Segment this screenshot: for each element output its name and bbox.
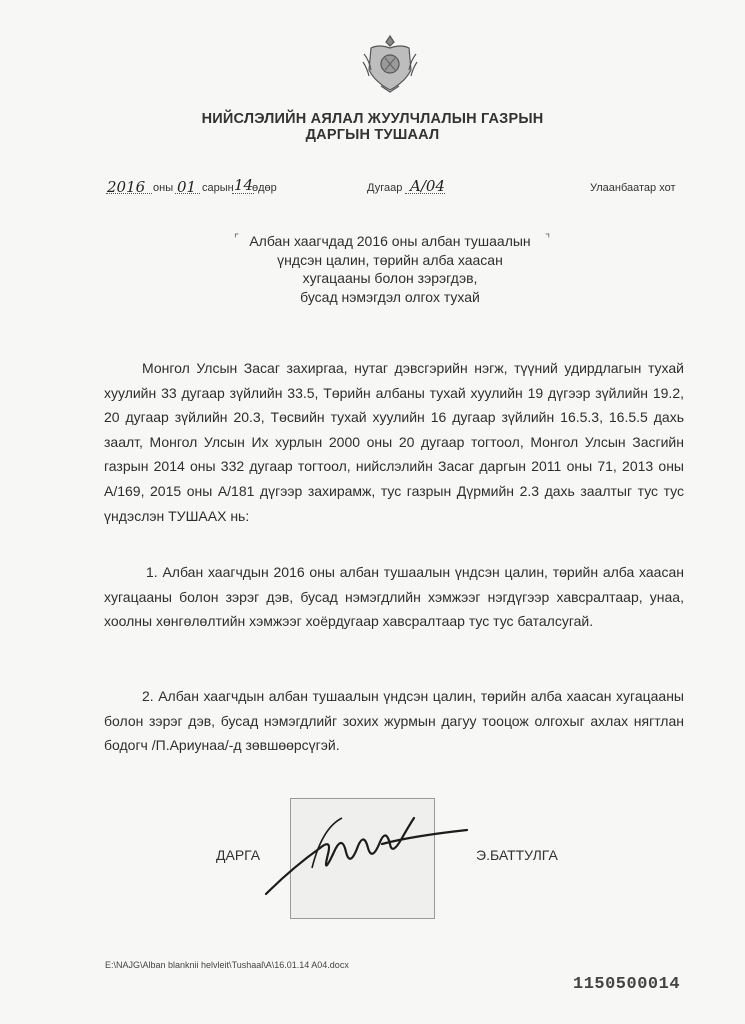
state-emblem-icon — [361, 34, 419, 94]
file-path: E:\NAJG\Alban blanknii helvleit\Tushaal\A\16.01.14 A04.docx — [105, 960, 349, 970]
order-item-1 — [104, 560, 684, 634]
date-month-suffix: сарын — [202, 182, 234, 194]
date-month: 01 — [177, 178, 197, 196]
subject-corner-right: ⌝ — [545, 233, 551, 245]
preamble-text: Монгол Улсын Засаг захиргаа, нутаг дэвсгэрийн нэгж, түүний удирдлагын тухай хуулийн 33 дугаар зүйлийн 33.5, Төрийн албаны тухай хуулийн 19 дүгээр зүйлийн 19.2, 20 дугаар зүйлийн 20.3, Төсвийн тухай хуулийн 16 дугаар зүйлийн 16.5.3, 16.5.5 дахь заалт, Монгол Улсын Их хурлын 2000 оны 20 дугаар тогтоол, Монгол Улсын Засгийн газрын 2014 оны 332 дугаар тогтоол, нийслэлийн Засаг даргын 2011 оны 71, 2013 оны А/169, 2015 оны А/181 дүгээр захирамж, тус газрын Дүрмийн 2.3 дахь заалтыг тус тус үндэслэн ТУШААХ нь: — [104, 360, 684, 524]
signatory-title: ДАРГА — [216, 847, 261, 863]
signatory-name: Э.БАТТУЛГА — [476, 847, 558, 863]
order-item-2-text: 2. Албан хаагчдын албан тушаалын үндсэн цалин, төрийн алба хаасан хугацааны болон зэрэг дэв, бусад нэмэгдлийг зохих журмын дагуу тооцож олгохыг ахлах нягтлан бодогч /П.Ариунаа/-д зөвшөөрсүгэй. — [104, 688, 684, 754]
subject-line: бусад нэмэгдэл олгох тухай — [300, 288, 480, 305]
subject-line: Албан хаагчдад 2016 оны албан тушаалын — [249, 233, 531, 249]
serial-number: 1150500014 — [573, 975, 681, 994]
date-day: 14 — [234, 176, 254, 194]
document-type-title: ДАРГЫН ТУШААЛ — [305, 127, 440, 143]
org-title: НИЙСЛЭЛИЙН АЯЛАЛ ЖУУЛЧЛАЛЫН ГАЗРЫН — [201, 111, 544, 127]
subject-line: үндсэн цалин, төрийн алба хаасан — [277, 251, 503, 268]
document-number: A/04 — [410, 177, 445, 195]
date-year: 2016 — [107, 178, 146, 196]
subject-block — [240, 232, 540, 306]
city-label: Улаанбаатар хот — [590, 182, 676, 194]
date-day-suffix: өдөр — [252, 182, 277, 194]
subject-corner-left: ⌜ — [234, 233, 240, 245]
subject-line: хугацааны болон зэрэгдэв, — [302, 270, 478, 286]
date-year-suffix: оны — [153, 182, 174, 194]
handwritten-signature — [262, 808, 472, 898]
order-item-1-text: 1. Албан хаагчдын 2016 оны албан тушаалын үндсэн цалин, төрийн алба хаасан хугацааны болон зэрэг дэв, бусад нэмэгдлийн хэмжээг нэгдүгээр хавсралтаар, унаа, хоолны хөнгөлөлтийн хэмжээг хоёрдугаар хавсралтаар тус тус баталсугай. — [104, 564, 684, 630]
preamble-paragraph — [104, 356, 684, 528]
order-item-2 — [104, 684, 684, 758]
number-label: Дугаар — [367, 182, 403, 194]
